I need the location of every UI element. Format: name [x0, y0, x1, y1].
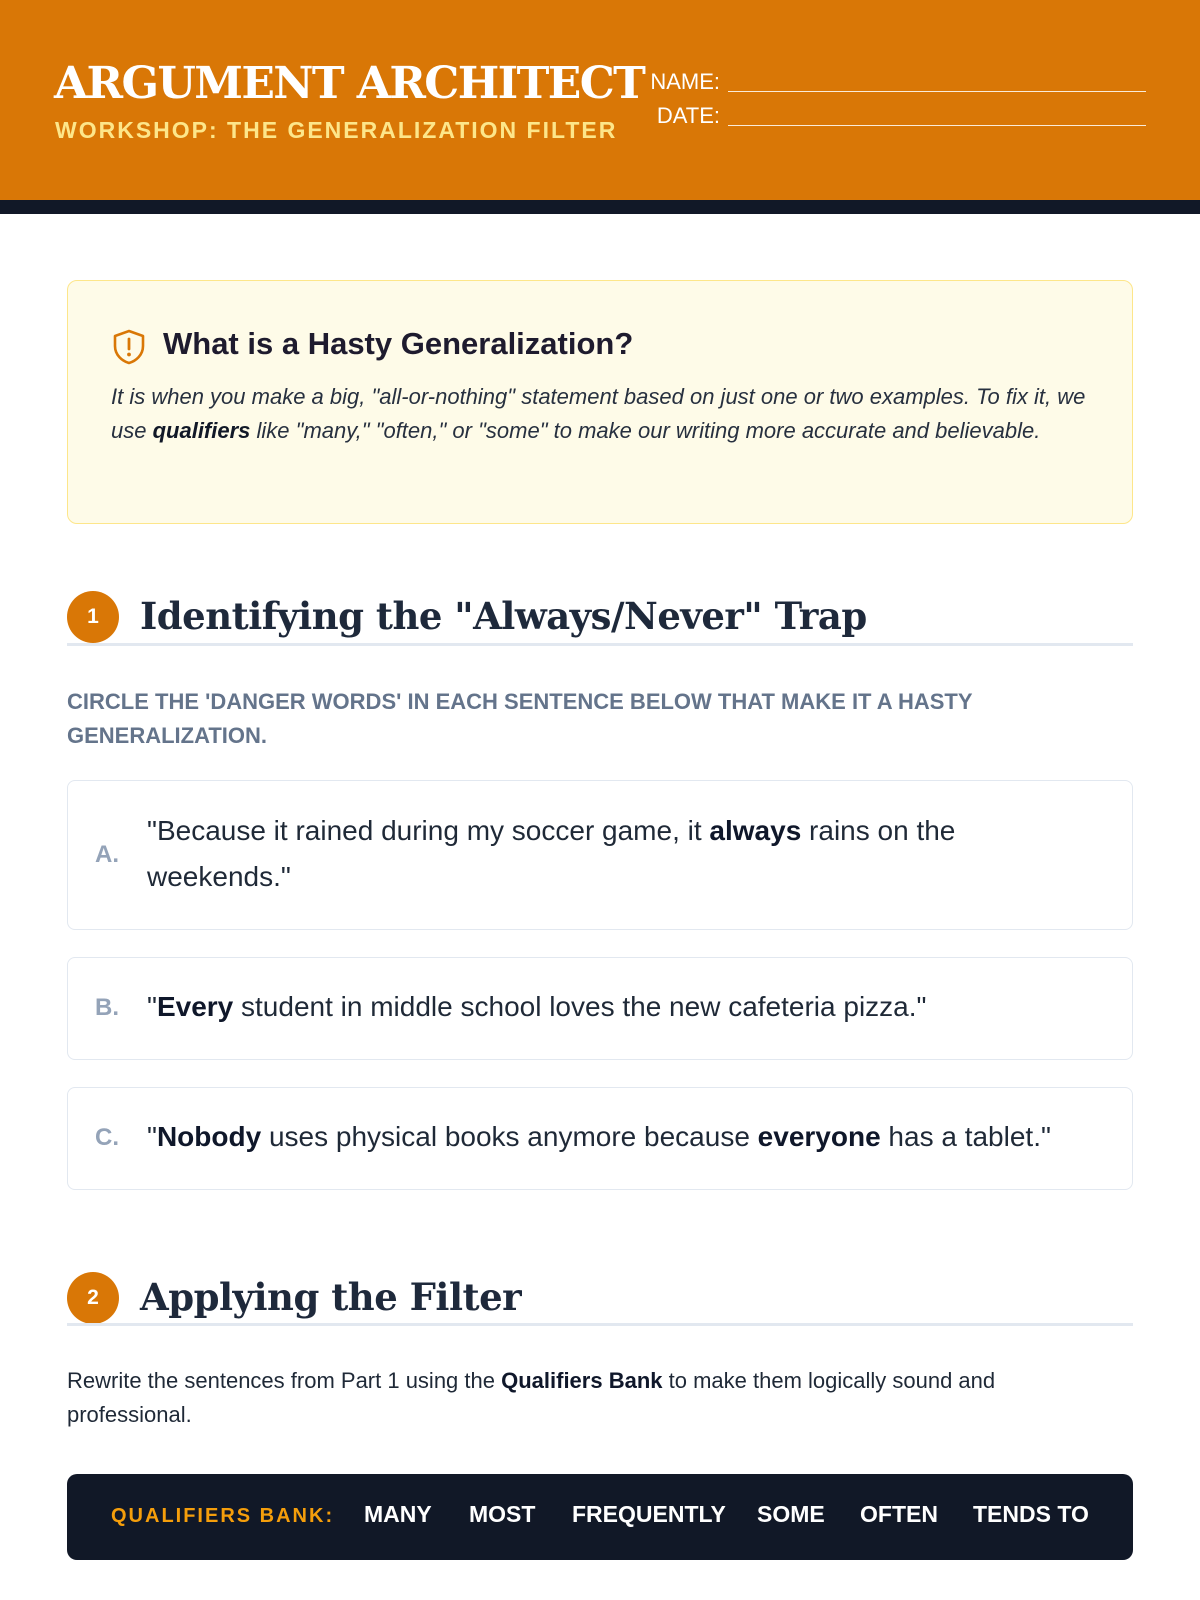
definition-text-part: like "many," "often," or "some" to make our writing more accurate and believable. [250, 418, 1041, 443]
question-card-a [67, 780, 1133, 930]
name-label: NAME: [650, 69, 720, 94]
rewrite-text-part: Rewrite the sentences from Part 1 using the [67, 1368, 502, 1393]
section-number-1: 1 [67, 591, 119, 643]
qualifier-word: OFTEN [860, 1501, 938, 1527]
worksheet-subtitle: WORKSHOP: THE GENERALIZATION FILTER [55, 117, 618, 143]
question-letter: B. [95, 994, 119, 1021]
name-line[interactable] [728, 91, 1146, 92]
question-sentence[interactable] [147, 984, 1097, 1030]
worksheet-header [0, 0, 1200, 200]
sentence-part: "Because it rained during my soccer game, it [147, 815, 710, 846]
danger-word[interactable]: Nobody [156, 1121, 262, 1152]
section-title-2: Applying the Filter [140, 1275, 522, 1319]
qualifier-word: TENDS TO [973, 1501, 1089, 1527]
definition-text-part: It is when you make a big, "all-or-nothing" statement based on just one or two examples. To fix it, we use [111, 384, 1086, 443]
sentence-part: student in middle school loves the new cafeteria pizza." [233, 991, 927, 1022]
section-rule-2 [67, 1323, 1133, 1326]
definition-box [67, 280, 1133, 524]
section-rule-1 [67, 643, 1133, 646]
sentence-part: uses physical books anymore because [261, 1121, 758, 1152]
rewrite-text-part: to make them logically sound and professional. [67, 1368, 996, 1427]
sentence-part: " [147, 1121, 157, 1152]
sentence-part: has a tablet." [880, 1121, 1051, 1152]
question-card-c [67, 1087, 1133, 1190]
qualifier-word: SOME [757, 1501, 825, 1527]
qualifier-word: FREQUENTLY [572, 1501, 726, 1527]
date-label: DATE: [656, 103, 720, 128]
danger-word[interactable]: always [709, 815, 802, 846]
definition-title: What is a Hasty Generalization? [163, 326, 634, 361]
section-number-2: 2 [67, 1272, 119, 1324]
definition-keyword: qualifiers [152, 418, 251, 443]
sentence-part: " [147, 991, 157, 1022]
section-instruction: CIRCLE THE 'DANGER WORDS' IN EACH SENTENCE BELOW THAT MAKE IT A HASTY GENERALIZATION. [67, 689, 973, 748]
sentence-part: rains on the weekends." [147, 815, 956, 892]
qualifiers-bank [67, 1474, 1133, 1560]
question-letter: C. [95, 1124, 119, 1151]
worksheet-title: ARGUMENT ARCHITECT [54, 58, 645, 109]
date-line[interactable] [728, 125, 1146, 126]
qualifier-word: MANY [364, 1501, 432, 1527]
question-card-b [67, 957, 1133, 1060]
danger-word[interactable]: everyone [757, 1121, 881, 1152]
qualifier-word: MOST [469, 1501, 536, 1527]
qualifiers-bank-reference: Qualifiers Bank [501, 1368, 663, 1393]
name-field[interactable] [620, 67, 1150, 97]
header-divider [0, 200, 1200, 214]
rewrite-instructions [67, 1364, 1117, 1432]
question-sentence[interactable] [147, 1114, 1127, 1160]
question-letter: A. [95, 841, 119, 868]
shield-alert-icon [112, 329, 146, 365]
danger-word[interactable]: Every [156, 991, 234, 1022]
section-title-1: Identifying the "Always/Never" Trap [140, 594, 867, 638]
question-sentence[interactable] [147, 808, 1097, 900]
date-field[interactable] [620, 101, 1150, 131]
definition-text [111, 380, 1096, 448]
qualifiers-bank-label: QUALIFIERS BANK: [111, 1505, 335, 1527]
